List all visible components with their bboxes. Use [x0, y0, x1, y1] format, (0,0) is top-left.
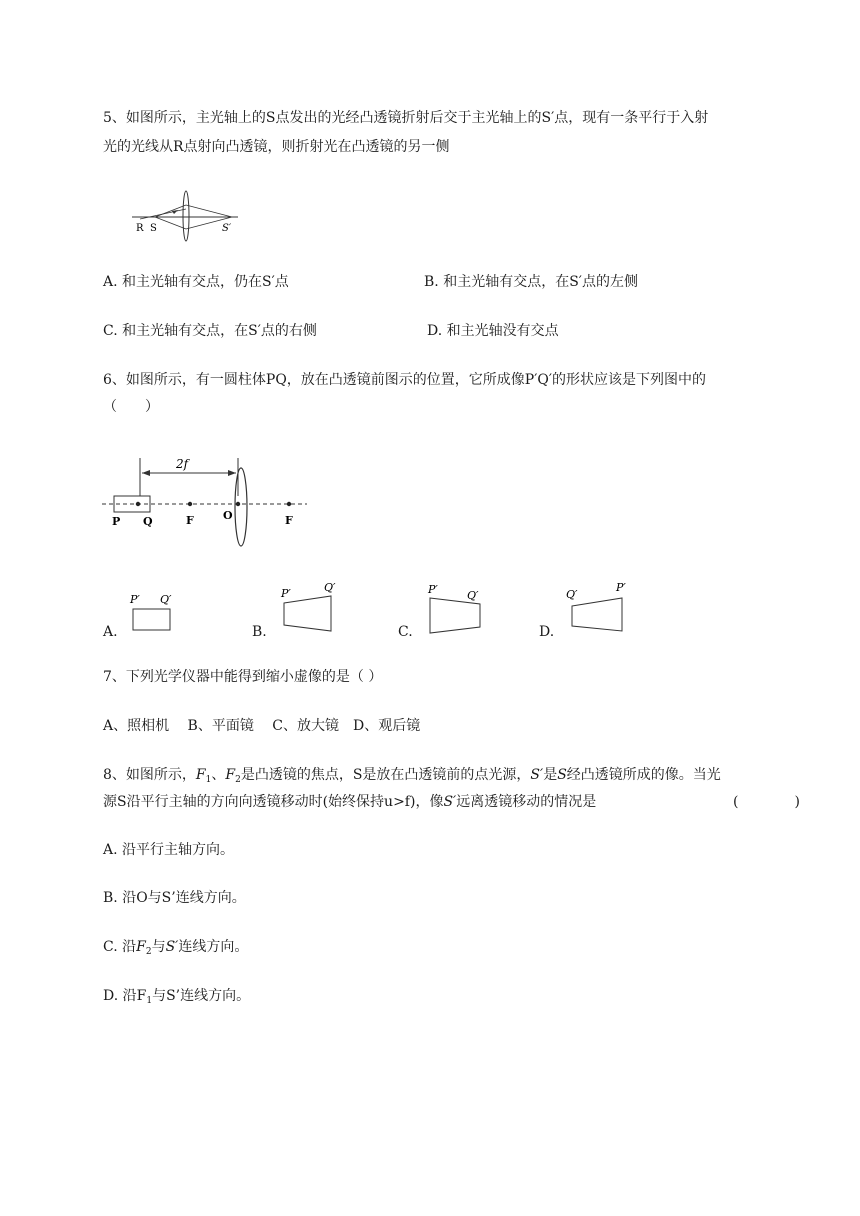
q6-option-a-figure [128, 590, 178, 635]
q6-option-d-letter: D. [539, 624, 555, 640]
svg-text:Q′: Q′ [160, 593, 172, 606]
q5-label-s-prime: S′ [222, 223, 232, 234]
q6-option-c-figure [424, 580, 494, 636]
q5-label-r: R [136, 223, 144, 234]
q6-option-d-figure [564, 578, 639, 634]
q7-stem: 7、下列光学仪器中能得到缩小虚像的是（ ） [103, 669, 383, 685]
q6-option-c-letter: C. [398, 624, 413, 640]
q8-option-b: B. 沿O与S’连线方向。 [103, 890, 246, 906]
q5-option-d: D. 和主光轴没有交点 [427, 323, 559, 339]
q8-option-d: D. 沿$F_1$与S’连线方向。 [103, 988, 251, 1006]
q5-label-s: S [150, 223, 157, 234]
q6-label-o: O [223, 509, 233, 522]
q6-option-b-figure [278, 580, 348, 636]
q5-stem-line1: 5、如图所示，主光轴上的S点发出的光经凸透镜折射后交于主光轴上的S′点，现有一条平行于入射 [103, 110, 709, 126]
q8-option-c: C. 沿$F_2$与S′连线方向。 [103, 939, 249, 957]
svg-text:Q′: Q′ [467, 589, 479, 602]
q6-lens-figure [100, 452, 315, 552]
q5-option-a: A. 和主光轴有交点，仍在S′点 [103, 274, 289, 290]
q8-stem-line2: 源S沿平行主轴的方向向透镜移动时(始终保持u>f)，像S′远离透镜移动的情况是 [103, 794, 597, 810]
q6-stem-line1: 6、如图所示，有一圆柱体PQ，放在凸透镜前图示的位置，它所成像P′Q′的形状应该是下列图中的 [103, 372, 707, 388]
q5-option-b: B. 和主光轴有交点，在S′点的左侧 [424, 274, 638, 290]
svg-text:P′: P′ [281, 587, 291, 600]
svg-text:Q′: Q′ [566, 588, 578, 601]
svg-text:P′: P′ [428, 583, 438, 596]
q6-label-p: P [112, 515, 121, 528]
q8-stem-line1: 8、如图所示，$F_1$、$F_2$是凸透镜的焦点，S是放在凸透镜前的点光源，S′是S经凸透镜所成的像。当光 [103, 767, 721, 785]
q8-option-a: A. 沿平行主轴方向。 [103, 842, 235, 858]
q6-stem-line2: （ ） [103, 399, 159, 415]
q7-options: A、照相机 B、平面镜 C、放大镜 D、观后镜 [103, 718, 421, 734]
q5-stem-line2: 光的光线从R点射向凸透镜，则折射光在凸透镜的另一侧 [103, 139, 450, 155]
svg-text:P′: P′ [130, 593, 140, 606]
q5-option-c: C. 和主光轴有交点，在S′点的右侧 [103, 323, 317, 339]
q6-label-2f: 2f [176, 457, 189, 471]
q6-label-f-right: F [285, 514, 293, 527]
q8-answer-bracket: ( ) [733, 794, 800, 810]
q6-label-f-left: F [186, 514, 194, 527]
q6-option-a-letter: A. [103, 624, 118, 640]
svg-text:Q′: Q′ [324, 581, 336, 594]
q5-lens-figure [128, 187, 243, 245]
q6-label-q: Q [143, 515, 153, 528]
svg-text:P′: P′ [616, 581, 626, 594]
q6-option-b-letter: B. [252, 624, 267, 640]
